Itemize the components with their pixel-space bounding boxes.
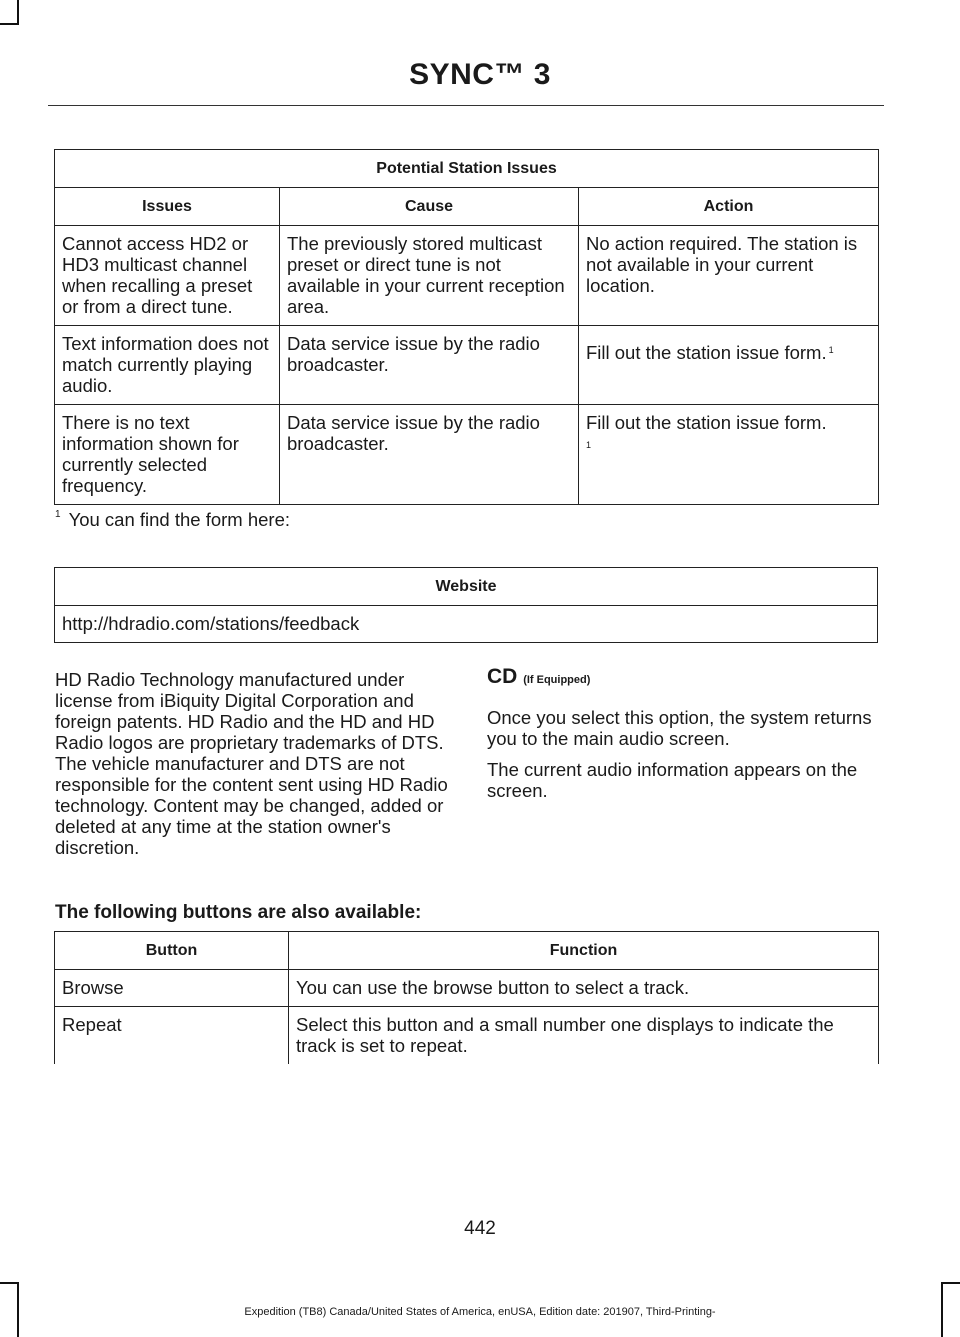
cd-paragraph: The current audio information appears on the screen. bbox=[487, 759, 858, 801]
station-table-title: Potential Station Issues bbox=[55, 150, 879, 188]
page-number: 442 bbox=[464, 1218, 496, 1239]
table-row bbox=[55, 970, 879, 1007]
cause-cell: Data service issue by the radio broadcaster. bbox=[280, 326, 579, 405]
table-row bbox=[55, 1007, 879, 1065]
header-divider bbox=[48, 105, 884, 106]
footnote-marker: 1 bbox=[828, 345, 834, 355]
issue-cell: There is no text information shown for currently selected frequency. bbox=[55, 405, 280, 505]
cause-cell: Data service issue by the radio broadcaster. bbox=[280, 405, 579, 505]
page-title: SYNC™ 3 bbox=[409, 58, 551, 91]
cd-heading bbox=[487, 666, 882, 691]
website-table bbox=[54, 567, 878, 643]
crop-mark-bottom-left-h bbox=[0, 1282, 19, 1284]
cd-paragraph: Once you select this option, the system returns you to the main audio screen. bbox=[487, 707, 872, 749]
cd-qualifier: (If Equipped) bbox=[523, 674, 591, 686]
footnote bbox=[55, 509, 290, 531]
action-cell bbox=[579, 405, 879, 505]
action-text: Fill out the station issue form. bbox=[586, 342, 827, 363]
left-column bbox=[55, 669, 450, 868]
footnote-number: 1 bbox=[55, 509, 61, 520]
crop-mark-top-left-h bbox=[0, 23, 19, 25]
crop-mark-top-left bbox=[17, 0, 19, 25]
footnote-marker: 1 bbox=[586, 440, 592, 450]
hd-radio-paragraph: HD Radio Technology manufactured under license from iBiquity Digital Corporation and foreign patents. HD Radio and the HD and HD Radio logos are proprietary trademarks of DTS. The vehicle manufacturer and DTS are not responsible for the content sent using HD Radio technology. Content may be changed, added or deleted at any time at the station owner's discretion. bbox=[55, 669, 448, 858]
action-cell: No action required. The station is not available in your current location. bbox=[579, 226, 879, 326]
button-cell: Repeat bbox=[55, 1007, 289, 1065]
button-cell: Browse bbox=[55, 970, 289, 1007]
cause-cell: The previously stored multicast preset or direct tune is not available in your current reception area. bbox=[280, 226, 579, 326]
cd-heading-text: CD bbox=[487, 665, 518, 688]
column-header-function: Function bbox=[289, 932, 879, 970]
issue-cell: Text information does not match currently playing audio. bbox=[55, 326, 280, 405]
column-header-cause: Cause bbox=[280, 188, 579, 226]
action-cell bbox=[579, 326, 879, 405]
cd-section bbox=[487, 666, 882, 811]
issue-cell: Cannot access HD2 or HD3 multicast channel when recalling a preset or from a direct tune. bbox=[55, 226, 280, 326]
action-text: Fill out the station issue form. bbox=[586, 412, 827, 433]
table-row bbox=[55, 405, 879, 505]
edition-footer: Expedition (TB8) Canada/United States of America, enUSA, Edition date: 201907, Third-Printing- bbox=[244, 1306, 716, 1318]
footnote-text: You can find the form here: bbox=[68, 509, 291, 530]
buttons-heading: The following buttons are also available: bbox=[55, 902, 422, 923]
column-header-button: Button bbox=[55, 932, 289, 970]
function-cell: You can use the browse button to select a track. bbox=[289, 970, 879, 1007]
crop-mark-bottom-right-h bbox=[941, 1282, 960, 1284]
table-row bbox=[55, 226, 879, 326]
table-row bbox=[55, 326, 879, 405]
website-table-title: Website bbox=[55, 568, 878, 606]
column-header-issues: Issues bbox=[55, 188, 280, 226]
website-url: http://hdradio.com/stations/feedback bbox=[55, 606, 878, 643]
function-cell: Select this button and a small number one displays to indicate the track is set to repeat. bbox=[289, 1007, 879, 1065]
buttons-table bbox=[54, 931, 879, 1064]
station-issues-table bbox=[54, 149, 879, 505]
column-header-action: Action bbox=[579, 188, 879, 226]
